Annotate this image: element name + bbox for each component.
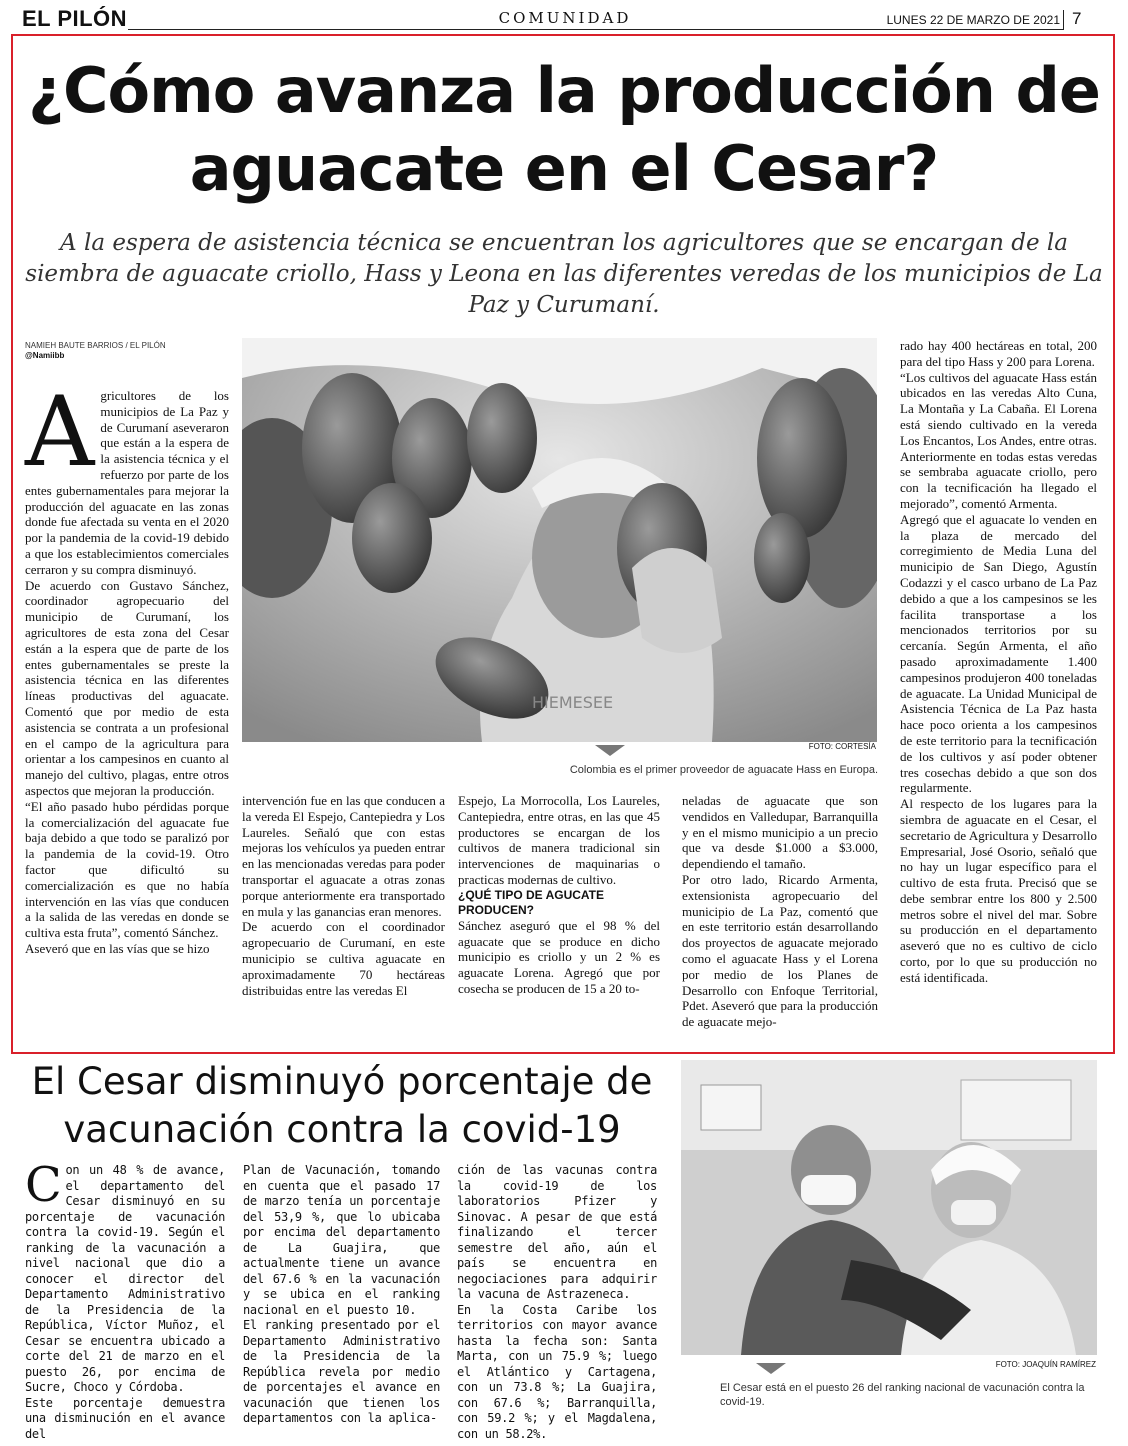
article1-column-4 xyxy=(682,793,878,1030)
article1-photo-credit: FOTO: CORTESÍA xyxy=(808,742,876,751)
vaccination-image xyxy=(681,1060,1097,1355)
article1-handle: @Namiibb xyxy=(25,351,65,360)
paragraph: “El año pasado hubo pérdidas porque la comercialización del aguacate fue baja debido a que todo se paralizó por la pandemia de la covid-19. Otro factor que dificultó su comercialización es que no había intervención en las vías que conducen a la salida de las veredas en donde se cultiva esta fruta”, comentó Sánchez. xyxy=(25,798,229,941)
masthead-logo: EL PILÓN xyxy=(22,6,128,31)
paragraph: rado hay 400 hectáreas en total, 200 para del tipo Hass y 200 para Lorena. xyxy=(900,338,1097,369)
paragraph: ción de las vacunas contra la covid-19 de los laboratorios Pfizer y Sinovac. A pesar de que está finalizando el tercer semestre del año, aún el país se encuentra en negociaciones para adquirir la vacuna de Astrazeneca. xyxy=(457,1163,657,1301)
avocado-farmer-image xyxy=(242,338,877,742)
paragraph: De acuerdo con Gustavo Sánchez, coordinador agropecuario del municipio de Curumaní, los agricultores de esta zona del Cesar están a la espera que de parte de los entes gubernamentales se preste la asistencia técnica en las diferentes líneas productivas del aguacate. Comentó que por medio de esta asistencia se contrata a un profesional en el campo de la agricultura para orientar a los campesinos en cuanto al manejo del cultivo, plagas, entre otros aspectos que mejoran la producción. xyxy=(25,577,229,798)
article1-column-2 xyxy=(242,793,445,998)
paragraph: on un 48 % de avance, el departamento del Cesar disminuyó en su porcentaje de vacunación contra la covid-19. Según el ranking de la vacunación a nivel nacional que dio a conocer el director del Departamento Administrativo de la Presidencia de la República, Víctor Muñoz, el Cesar se encuentra ubicado a corte del 21 de marzo en el puesto 26, por encima de Sucre, Choco y Córdoba. xyxy=(25,1163,225,1394)
section-title: COMUNIDAD xyxy=(470,9,660,27)
paragraph: Aseveró que en las vías que se hizo xyxy=(25,940,210,956)
paragraph: Agregó que el aguacate lo venden en la plaza de mercado del corregimiento de Media Luna del municipio de San Diego, Agustín Codazzi y el casco urbano de La Paz debido a que a los campesinos se les facilita transportase a los mencionados territorios por su cercanía. Según Armenta, el año pasado aproximadamente 1.400 campesinos produjeron 400 toneladas de aguacate. La Unidad Municipal de Asistencia Técnica de La Paz hasta hace poco orienta a los campesinos de este territorio para la tecnificación de los cultivos y así poder obtener tres cosechas debido a que son dos regularmente. xyxy=(900,511,1097,796)
paragraph: Sánchez aseguró que el 98 % del aguacate que se produce en dicho municipio es criollo y un 2 % es aguacate Lorena. Agregó que por cosecha se producen de 15 a 20 to- xyxy=(458,917,660,996)
article1-dek: A la espera de asistencia técnica se encuentran los agricultores que se encargan de la siembra de aguacate criollo, Hass y Leona en las diferentes veredas de los municipios de La Paz y Curumaní. xyxy=(25,230,1103,318)
header-rule xyxy=(128,29,1063,30)
article2-column-3 xyxy=(457,1163,657,1442)
paragraph: Espejo, La Morrocolla, Los Laureles, Cantepiedra, entre otras, en las que 45 productores se encargan de los cultivos de manera tradicional sin intervenciones de maquinarias o practicas modernas de cultivo. xyxy=(458,793,660,887)
paragraph: neladas de aguacate que son vendidos en Valledupar, Barranquilla y en el mismo municipio a un precio que va desde $1.000 a $3.000, dependiendo el tamaño. xyxy=(682,793,878,872)
drop-cap: C xyxy=(25,1157,62,1213)
article1-column-3 xyxy=(458,793,660,997)
article2-column-2 xyxy=(243,1163,440,1427)
article2-photo xyxy=(681,1060,1097,1355)
article1-byline: NAMIEH BAUTE BARRIOS / EL PILÓN xyxy=(25,341,166,350)
article1-column-5 xyxy=(900,338,1097,986)
article2-photo-credit: FOTO: JOAQUÍN RAMÍREZ xyxy=(995,1360,1096,1369)
article1-headline: ¿Cómo avanza la producción de aguacate en el Cesar? xyxy=(28,54,1100,205)
paragraph: Este porcentaje demuestra una disminución en el avance del xyxy=(25,1395,225,1441)
article1-photo-caption: Colombia es el primer proveedor de aguacate Hass en Europa. xyxy=(569,764,878,776)
shirt-print: HIEMESEE xyxy=(532,693,614,712)
caption-marker-icon xyxy=(756,1363,786,1374)
issue-date: LUNES 22 DE MARZO DE 2021 xyxy=(860,13,1064,27)
article1-photo xyxy=(242,338,877,742)
paragraph: El ranking presentado por el Departamento Administrativo de la Presidencia de la República revela por medio de porcentajes el avance en vacunación que tienen los departamentos con la aplica- xyxy=(243,1318,440,1425)
page-number: 7 xyxy=(1072,9,1082,28)
paragraph: gricultores de los municipios de La Paz y de Curumaní aseveraron que están a la espera de la asistencia técnica y el refuerzo por parte de los entes gubernamentales para mejorar la producción del aguacate en las zonas donde fue afectada su venta en el 2020 por la pandemia de la covid-19 debido a que los establecimientos comerciales cerraron y su compra disminuyó. xyxy=(25,388,229,577)
header-divider xyxy=(1063,10,1064,30)
article2-headline: El Cesar disminuyó porcentaje de vacunación contra la covid-19 xyxy=(31,1060,653,1151)
paragraph: Por otro lado, Ricardo Armenta, extensionista agropecuario del municipio de La Paz, comentó que en este territorio están desarrollando dos proyectos de aguacate mejorado como el aguacate Hass y el Lorena por medio de los Planes de Desarrollo con Enfoque Territorial, Pdet. Aseveró que para la producción de aguacate mejo- xyxy=(682,871,878,1030)
caption-marker-icon xyxy=(595,745,625,756)
drop-cap: A xyxy=(25,376,95,488)
paragraph: Al respecto de los lugares para la siembra de aguacate en el Cesar, el secretario de Agricultura y Desarrollo Empresarial, José Osorio, señaló que no hay un lugar específico para el cultivo de esta fruta. Precisó que se debe sembrar entre los 800 y 2.500 metros sobre el nivel del mar. Sobre su producción en el departamento aseveró que no es cultivo de ciclo corto, por lo que su producción no está identificada. xyxy=(900,796,1097,985)
paragraph: De acuerdo con el coordinador agropecuario de Curumaní, en este municipio se cultiva aguacate en aproximadamente 70 hectáreas distribuidas entre las veredas El xyxy=(242,919,445,998)
paragraph: “Los cultivos del aguacate Hass están ubicados en las veredas Alto Cuna, La Montaña y La Cabaña. El Lorena está siendo cultivado en la vereda Los Encantos, Los Andes, entre otras. Anteriormente en todas estas veredas se sembraba aguacate criollo, pero con la tecnificación ha llegado el mejorado”, comentó Armenta. xyxy=(900,369,1097,511)
section-subhead: ¿QUÉ TIPO DE AGUCATE PRODUCEN? xyxy=(458,887,605,917)
article2-column-1 xyxy=(25,1157,225,1442)
paragraph: intervención fue en las que conducen a la vereda El Espejo, Cantepiedra y Los Laureles. Señaló que con estas mejoras los vehículos ya pueden entrar en las mencionadas veredas para poder transportar el aguacate a otras zonas porque anteriormente era transportado en mula y las ganancias eran menores. xyxy=(242,793,445,919)
paragraph: En la Costa Caribe los territorios con mayor avance hasta la fecha son: Santa Marta, con un 75.9 %; luego el Atlántico y Cartagena, con un 73.8 %; La Guajira, con 67.6 %; Barranquilla, con 59.2 %; y el Magdalena, con un 58.2%. xyxy=(457,1302,657,1441)
article1-column-1 xyxy=(25,376,229,957)
paragraph: Plan de Vacunación, tomando en cuenta que el pasado 17 de marzo tenía un porcentaje del 53,9 %, que lo ubicaba por encima del departamento de La Guajira, que actualmente tiene un avance del 67.6 % en la vacunación y se ubica en el ranking nacional en el puesto 10. xyxy=(243,1163,440,1317)
article2-photo-caption: El Cesar está en el puesto 26 del ranking nacional de vacunación contra la covid-19. xyxy=(720,1382,1085,1408)
